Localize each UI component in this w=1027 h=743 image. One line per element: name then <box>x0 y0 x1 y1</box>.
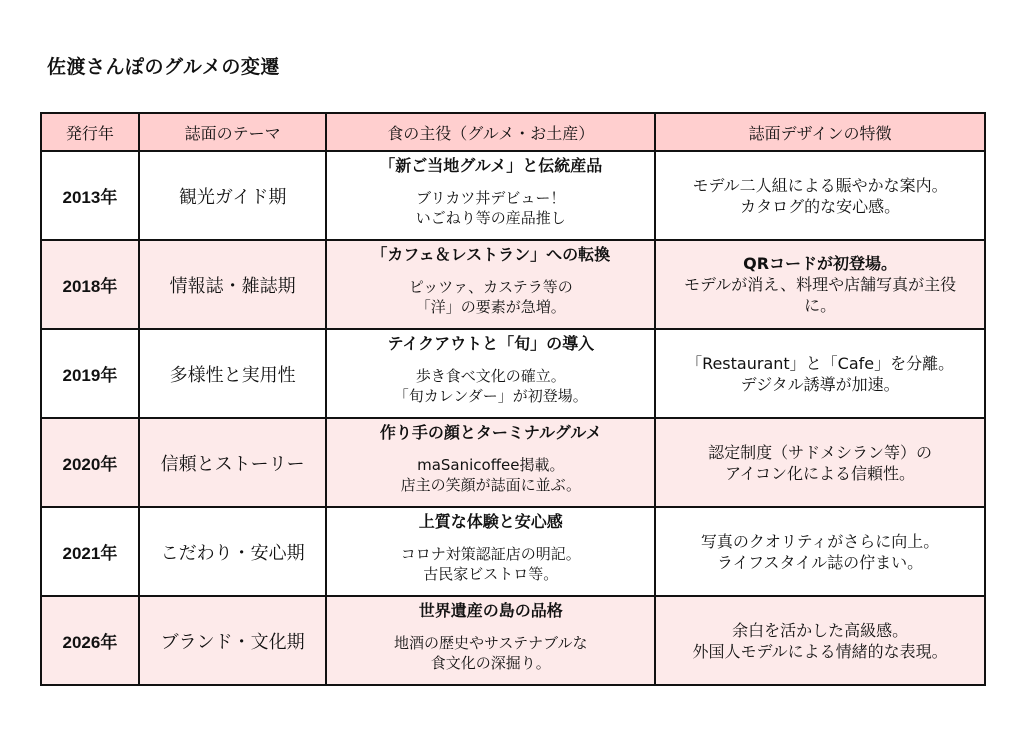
header-design: 誌面デザインの特徴 <box>655 113 985 151</box>
design-description: 写真のクオリティがさらに向上。 ライフスタイル誌の佇まい。 <box>700 531 940 572</box>
food-headline: 「カフェ＆レストラン」への転換 <box>371 245 611 264</box>
cell-theme <box>139 240 327 329</box>
cell-theme <box>139 418 327 507</box>
food-headline: 「新ご当地グルメ」と伝統産品 <box>379 156 603 175</box>
theme-label: 多様性と実用性 <box>169 364 296 386</box>
year-label: 2013年 <box>62 188 118 207</box>
cell-food <box>326 151 655 240</box>
cell-year <box>41 329 139 418</box>
design-description: 認定制度（サドメシラン等）の アイコン化による信頼性。 <box>708 442 933 483</box>
table-row <box>41 329 985 418</box>
year-label: 2020年 <box>62 455 118 474</box>
theme-label: 情報誌・雑誌期 <box>169 275 296 297</box>
design-description: モデル二人組による賑やかな案内。 カタログ的な安心感。 <box>692 175 948 216</box>
table-row <box>41 418 985 507</box>
food-description: コロナ対策認証店の明記。 古民家ビストロ等。 <box>400 545 581 583</box>
cell-year <box>41 507 139 596</box>
page-title: 佐渡さんぽのグルメの変遷 <box>47 56 280 78</box>
theme-label: こだわり・安心期 <box>160 542 305 564</box>
cell-year <box>41 596 139 685</box>
cell-food <box>326 596 655 685</box>
food-description: ピッツァ、カステラ等の 「洋」の要素が急増。 <box>408 278 573 316</box>
cell-food <box>326 240 655 329</box>
cell-food <box>326 418 655 507</box>
cell-design <box>655 240 985 329</box>
cell-theme <box>139 151 327 240</box>
cell-design <box>655 596 985 685</box>
cell-year <box>41 240 139 329</box>
food-description: maSanicoffee掲載。 店主の笑顔が誌面に並ぶ。 <box>400 456 581 494</box>
design-detail: モデルが消え、料理や店舗写真が主役 に。 <box>684 275 957 315</box>
cell-design <box>655 507 985 596</box>
year-label: 2019年 <box>62 366 118 385</box>
food-description: 歩き食べ文化の確立。 「旬カレンダー」が初登場。 <box>393 367 588 405</box>
cell-design <box>655 151 985 240</box>
gourmet-history-table <box>40 112 986 686</box>
cell-theme <box>139 596 327 685</box>
design-description <box>660 253 980 316</box>
design-highlight: QRコードが初登場。 <box>743 254 898 273</box>
header-food: 食の主役（グルメ・お土産） <box>326 113 655 151</box>
theme-label: 信頼とストーリー <box>160 453 305 475</box>
table-row <box>41 507 985 596</box>
design-description: 「Restaurant」と「Cafe」を分離。 デジタル誘導が加速。 <box>686 353 955 394</box>
cell-theme <box>139 507 327 596</box>
cell-food <box>326 329 655 418</box>
cell-food <box>326 507 655 596</box>
design-description: 余白を活かした高級感。 外国人モデルによる情緒的な表現。 <box>692 620 948 661</box>
table-row <box>41 596 985 685</box>
cell-design <box>655 329 985 418</box>
food-description: 地酒の歴史やサステナブルな 食文化の深掘り。 <box>394 634 588 672</box>
theme-label: 観光ガイド期 <box>178 186 287 208</box>
cell-year <box>41 418 139 507</box>
year-label: 2021年 <box>62 544 118 563</box>
food-description: ブリカツ丼デビュー！ いごねり等の産品推し <box>415 189 566 227</box>
table-header-row <box>41 113 985 151</box>
table-row <box>41 151 985 240</box>
cell-design <box>655 418 985 507</box>
food-headline: テイクアウトと「旬」の導入 <box>387 334 595 353</box>
food-headline: 上質な体験と安心感 <box>418 512 563 531</box>
header-year: 発行年 <box>41 113 139 151</box>
year-label: 2026年 <box>62 633 118 652</box>
cell-theme <box>139 329 327 418</box>
year-label: 2018年 <box>62 277 118 296</box>
table-row <box>41 240 985 329</box>
header-theme: 誌面のテーマ <box>139 113 327 151</box>
cell-year <box>41 151 139 240</box>
food-headline: 作り手の顔とターミナルグルメ <box>379 423 602 442</box>
theme-label: ブランド・文化期 <box>160 631 305 653</box>
food-headline: 世界遺産の島の品格 <box>418 601 563 620</box>
